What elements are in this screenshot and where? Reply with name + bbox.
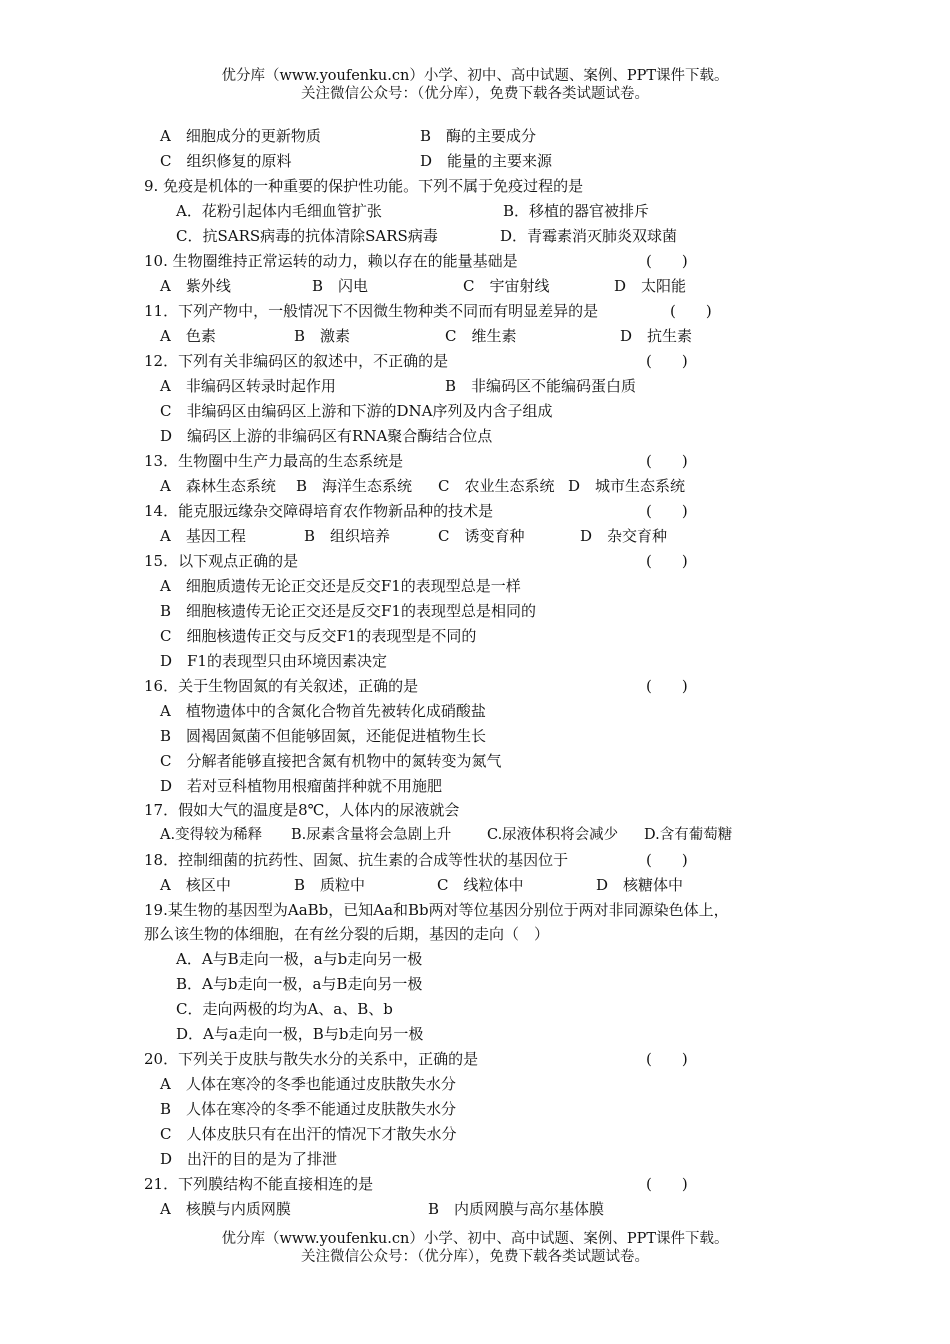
footer-line-1: 优分库（www.youfenku.cn）小学、初中、高中试题、案例、PPT课件下载。 <box>221 1231 729 1247</box>
q16-option-c: C 分解者能够直接把含氮有机物中的氮转变为氮气 <box>160 752 502 770</box>
q15-option-a: A 细胞质遗传无论正交还是反交F1的表现型总是一样 <box>160 577 521 595</box>
q14-stem: 14．能克服远缘杂交障碍培育农作物新品种的技术是 <box>144 502 494 520</box>
q20-option-b: B 人体在寒冷的冬季不能通过皮肤散失水分 <box>160 1100 457 1118</box>
q11-option-d: D 抗生素 <box>620 327 693 345</box>
q10-option-d: D 太阳能 <box>614 277 687 295</box>
q14-option-a: A 基因工程 <box>160 527 246 545</box>
q19-option-d: D．A与a走向一极，B与b走向另一极 <box>176 1025 424 1043</box>
q16-stem: 16．关于生物固氮的有关叙述，正确的是 <box>144 677 419 695</box>
header-line-2: 关注微信公众号：（优分库），免费下载各类试题试卷。 <box>301 86 649 102</box>
q17-option-d: D.含有葡萄糖 <box>644 827 733 843</box>
q14-option-b: B 组织培养 <box>304 527 391 545</box>
q11-answer-paren: ( ) <box>670 302 712 320</box>
q21-answer-paren: ( ) <box>646 1175 688 1193</box>
q15-option-b: B 细胞核遗传无论正交还是反交F1的表现型总是相同的 <box>160 602 536 620</box>
q18-answer-paren: ( ) <box>646 851 688 869</box>
q13-option-d: D 城市生态系统 <box>568 477 686 495</box>
q15-option-d: D F1的表现型只由环境因素决定 <box>160 652 387 670</box>
page-footer <box>0 1230 950 1266</box>
q18-option-a: A 核区中 <box>160 876 231 894</box>
q10-option-c: C 宇宙射线 <box>463 277 550 295</box>
page-header <box>0 67 950 103</box>
q13-option-a: A 森林生态系统 <box>160 477 276 495</box>
q18-option-c: C 线粒体中 <box>437 876 524 894</box>
footer-line-2: 关注微信公众号：（优分库），免费下载各类试题试卷。 <box>301 1249 649 1265</box>
q20-answer-paren: ( ) <box>646 1050 688 1068</box>
q16-option-a: A 植物遗体中的含氮化合物首先被转化成硝酸盐 <box>160 702 486 720</box>
q9-option-b: B．移植的器官被排斥 <box>503 202 650 220</box>
q9-option-d: D．青霉素消灭肺炎双球菌 <box>500 227 678 245</box>
q13-option-c: C 农业生态系统 <box>438 477 555 495</box>
q16-answer-paren: ( ) <box>646 677 688 695</box>
q21-option-b: B 内质网膜与高尔基体膜 <box>428 1200 605 1218</box>
q19-option-c: C．走向两极的均为A、a、B、b <box>176 1000 393 1018</box>
q9-stem: 9. 免疫是机体的一种重要的保护性功能。下列不属于免疫过程的是 <box>144 177 584 195</box>
q9-option-c: C．抗SARS病毒的抗体清除SARS病毒 <box>176 227 438 245</box>
q17-option-a: A.变得较为稀释 <box>160 827 263 843</box>
q11-option-b: B 激素 <box>294 327 351 345</box>
q8-option-c: C 组织修复的原料 <box>160 152 292 170</box>
q12-stem: 12．下列有关非编码区的叙述中，不正确的是 <box>144 352 449 370</box>
q12-option-c: C 非编码区由编码区上游和下游的DNA序列及内含子组成 <box>160 402 553 420</box>
q11-option-c: C 维生素 <box>445 327 517 345</box>
q13-stem: 13．生物圈中生产力最高的生态系统是 <box>144 452 404 470</box>
q10-option-a: A 紫外线 <box>160 277 231 295</box>
q17-stem: 17．假如大气的温度是8℃，人体内的尿液就会 <box>144 801 460 819</box>
q17-option-c: C.尿液体积将会减少 <box>487 827 619 843</box>
q13-option-b: B 海洋生态系统 <box>296 477 413 495</box>
header-line-1: 优分库（www.youfenku.cn）小学、初中、高中试题、案例、PPT课件下载。 <box>221 68 729 84</box>
q19-option-a: A．A与B走向一极，a与b走向另一极 <box>176 950 423 968</box>
q15-option-c: C 细胞核遗传正交与反交F1的表现型是不同的 <box>160 627 477 645</box>
q12-answer-paren: ( ) <box>646 352 688 370</box>
q18-stem: 18．控制细菌的抗药性、固氮、抗生素的合成等性状的基因位于 <box>144 851 569 869</box>
q9-option-a: A．花粉引起体内毛细血管扩张 <box>176 202 382 220</box>
q10-answer-paren: ( ) <box>646 252 688 270</box>
q19-option-b: B．A与b走向一极，a与B走向另一极 <box>176 975 423 993</box>
q14-option-c: C 诱变育种 <box>438 527 525 545</box>
q16-option-b: B 圆褐固氮菌不但能够固氮，还能促进植物生长 <box>160 727 487 745</box>
q18-option-d: D 核糖体中 <box>596 876 684 894</box>
q15-answer-paren: ( ) <box>646 552 688 570</box>
q20-option-c: C 人体皮肤只有在出汗的情况下才散失水分 <box>160 1125 457 1143</box>
q16-option-d: D 若对豆科植物用根瘤菌拌种就不用施肥 <box>160 777 443 795</box>
q10-option-b: B 闪电 <box>312 277 369 295</box>
q11-option-a: A 色素 <box>160 327 216 345</box>
q10-stem: 10. 生物圈维持正常运转的动力，赖以存在的能量基础是 <box>144 252 518 270</box>
q18-option-b: B 质粒中 <box>294 876 366 894</box>
q13-answer-paren: ( ) <box>646 452 688 470</box>
q14-answer-paren: ( ) <box>646 502 688 520</box>
q11-stem: 11．下列产物中，一般情况下不因微生物种类不同而有明显差异的是 <box>144 302 599 320</box>
q8-option-d: D 能量的主要来源 <box>420 152 553 170</box>
q15-stem: 15．以下观点正确的是 <box>144 552 299 570</box>
q19-stem-line-1: 19.某生物的基因型为AaBb，已知Aa和Bb两对等位基因分别位于两对非同源染色体上， <box>144 901 729 919</box>
q19-stem-line-2: 那么该生物的体细胞，在有丝分裂的后期，基因的走向（ ） <box>144 925 550 943</box>
q20-option-a: A 人体在寒冷的冬季也能通过皮肤散失水分 <box>160 1075 456 1093</box>
q21-stem: 21．下列膜结构不能直接相连的是 <box>144 1175 374 1193</box>
q12-option-b: B 非编码区不能编码蛋白质 <box>445 377 637 395</box>
q12-option-d: D 编码区上游的非编码区有RNA聚合酶结合位点 <box>160 427 493 445</box>
q12-option-a: A 非编码区转录时起作用 <box>160 377 336 395</box>
q20-option-d: D 出汗的目的是为了排泄 <box>160 1150 338 1168</box>
q20-stem: 20．下列关于皮肤与散失水分的关系中，正确的是 <box>144 1050 479 1068</box>
q17-option-b: B.尿素含量将会急剧上升 <box>291 827 452 843</box>
q14-option-d: D 杂交育种 <box>580 527 668 545</box>
q8-option-a: A 细胞成分的更新物质 <box>160 127 321 145</box>
q8-option-b: B 酶的主要成分 <box>420 127 537 145</box>
q21-option-a: A 核膜与内质网膜 <box>160 1200 291 1218</box>
